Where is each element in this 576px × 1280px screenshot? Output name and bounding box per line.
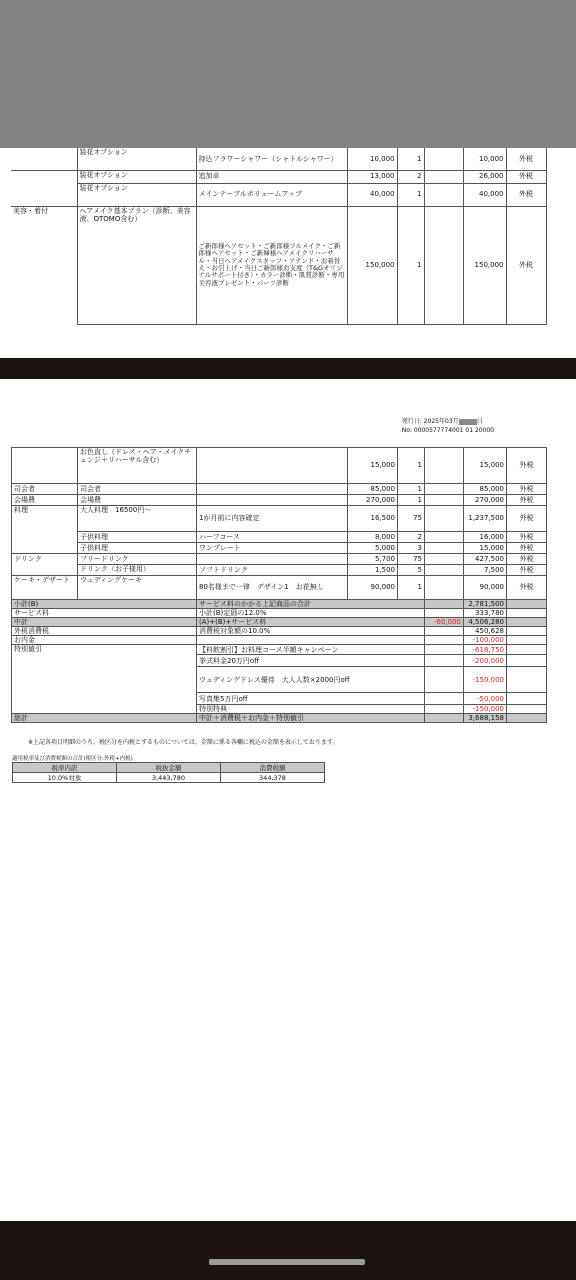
summary-amount: 4,506,280 bbox=[464, 618, 507, 627]
table-row bbox=[11, 170, 546, 183]
cell-category bbox=[12, 543, 78, 554]
cell-discount bbox=[425, 554, 464, 565]
summary-description: (A)+(B)+サービス料 bbox=[197, 618, 425, 627]
cell-tax-type: 外税 bbox=[507, 448, 547, 484]
special-discount-amount: -200,000 bbox=[464, 655, 507, 667]
cell-qty: 1 bbox=[397, 148, 424, 170]
tax-summary-row bbox=[13, 773, 325, 783]
cell-amount: 85,000 bbox=[464, 484, 507, 495]
cell-price: 8,000 bbox=[348, 532, 398, 543]
cell-item: 大人料理 16500円～ bbox=[78, 506, 197, 532]
tax-net-amount: 3,443,780 bbox=[117, 773, 221, 783]
cell-category bbox=[11, 170, 77, 183]
tax-rate: 10.0%対象 bbox=[13, 773, 117, 783]
table-row bbox=[11, 148, 546, 170]
issue-date: 発行日: 2025年03月 日 bbox=[401, 418, 483, 425]
cell-qty: 2 bbox=[397, 170, 424, 183]
cell-discount bbox=[424, 183, 463, 206]
summary-row-deposit bbox=[12, 636, 547, 645]
special-discount-description: 【料飲割引】お料理コース半額キャンペーン bbox=[197, 645, 425, 655]
special-discount-amount: -50,000 bbox=[464, 693, 507, 705]
cell-tax-type: 外税 bbox=[507, 565, 547, 576]
summary-amount: 450,628 bbox=[464, 627, 507, 636]
cell-discount bbox=[424, 148, 463, 170]
special-discount-description: 写真集5万円off bbox=[197, 693, 425, 705]
cell-tax-type: 外税 bbox=[507, 506, 547, 532]
cell-tax-type: 外税 bbox=[506, 183, 546, 206]
summary-amount: 2,781,500 bbox=[464, 600, 507, 609]
cell-price: 270,000 bbox=[348, 495, 398, 506]
cell-tax-type: 外税 bbox=[507, 543, 547, 554]
special-discount-amount: -150,000 bbox=[464, 705, 507, 714]
navigation-bar bbox=[0, 1221, 576, 1280]
cell-amount: 1,237,500 bbox=[464, 506, 507, 532]
cell-tax-type: 外税 bbox=[507, 554, 547, 565]
cell-qty: 1 bbox=[398, 448, 425, 484]
cell-discount bbox=[425, 565, 464, 576]
cell-price: 13,000 bbox=[347, 170, 397, 183]
table-row bbox=[11, 183, 546, 206]
tax-summary-header bbox=[13, 763, 325, 773]
table-row bbox=[12, 565, 547, 576]
cell-description: ご新郎様ヘアセット・ご新郎様フルメイク・ご新郎様ヘアセット・ご新婦様ヘアメイクリハーサル・当日ヘアメイクスタッフ・アテンド・お着替え・お引上げ・当日ご新郎様お支度（T&Gオリジナルサポート付き）・カラー診断・肌質診断・専用美容液プレゼント・パーツ診断 bbox=[196, 206, 347, 324]
grand-total-row bbox=[12, 714, 547, 723]
cell-tax-type: 外税 bbox=[507, 532, 547, 543]
document-number: No: 0000577774001 01 20000 bbox=[401, 427, 494, 434]
summary-row-consumption-tax bbox=[12, 627, 547, 636]
status-bar-area bbox=[0, 0, 576, 148]
cell-tax-type: 外税 bbox=[506, 206, 546, 324]
cell-price: 5,000 bbox=[348, 543, 398, 554]
cell-price: 16,500 bbox=[348, 506, 398, 532]
table-row bbox=[11, 206, 546, 324]
cell-item: 子供料理 bbox=[78, 532, 197, 543]
summary-row-subtotal bbox=[12, 600, 547, 609]
special-discount-description: 特別特典 bbox=[197, 705, 425, 714]
home-indicator[interactable] bbox=[209, 1259, 365, 1265]
cell-tax-type: 外税 bbox=[507, 495, 547, 506]
table-row bbox=[12, 576, 547, 600]
cell-description bbox=[197, 554, 348, 565]
cell-category bbox=[12, 565, 78, 576]
cell-amount: 90,000 bbox=[464, 576, 507, 600]
cell-tax-type: 外税 bbox=[507, 576, 547, 600]
cell-category: ドリンク bbox=[12, 554, 78, 565]
cell-item: ヘアメイク基本プラン（診断、美容液、OTOMO含む） bbox=[77, 206, 196, 324]
summary-discount: -60,000 bbox=[425, 618, 464, 627]
cell-item: お色直し（ドレス・ヘア・メイクチェンジ＋リハーサル含む） bbox=[78, 448, 197, 484]
grand-total-description: 中計＋消費税＋お内金＋特別値引 bbox=[197, 714, 425, 723]
cell-price: 150,000 bbox=[347, 206, 397, 324]
cell-category: 会場費 bbox=[12, 495, 78, 506]
cell-amount: 15,000 bbox=[464, 543, 507, 554]
cell-discount bbox=[425, 506, 464, 532]
table-row bbox=[12, 506, 547, 532]
cell-discount bbox=[425, 532, 464, 543]
cell-amount: 15,000 bbox=[464, 448, 507, 484]
tax-summary-table bbox=[12, 762, 325, 783]
summary-discount bbox=[425, 609, 464, 618]
special-discount-amount: -618,750 bbox=[464, 645, 507, 655]
cell-discount bbox=[424, 170, 463, 183]
cell-price: 5,700 bbox=[348, 554, 398, 565]
summary-discount bbox=[425, 627, 464, 636]
table-row bbox=[12, 495, 547, 506]
cell-price: 10,000 bbox=[347, 148, 397, 170]
summary-label: 外税消費税 bbox=[12, 627, 197, 636]
cell-discount bbox=[425, 495, 464, 506]
cell-price: 90,000 bbox=[348, 576, 398, 600]
cell-amount: 40,000 bbox=[463, 183, 506, 206]
cell-category: 美容・着付 bbox=[11, 206, 77, 324]
table-row bbox=[12, 532, 547, 543]
cell-item: ウェディングケーキ bbox=[78, 576, 197, 600]
cell-description: メインテーブルボリュームアップ bbox=[196, 183, 347, 206]
cell-description: 追加卓 bbox=[196, 170, 347, 183]
cell-price: 40,000 bbox=[347, 183, 397, 206]
cell-category bbox=[12, 532, 78, 543]
cell-amount: 16,000 bbox=[464, 532, 507, 543]
page-separator bbox=[0, 358, 576, 379]
cell-qty: 75 bbox=[398, 554, 425, 565]
cell-category: 司会者 bbox=[12, 484, 78, 495]
cell-tax-type: 外税 bbox=[507, 484, 547, 495]
cell-category: ケーキ・デザート bbox=[12, 576, 78, 600]
cell-amount: 26,000 bbox=[463, 170, 506, 183]
cell-item: 装花オプション bbox=[77, 170, 196, 183]
summary-row-midtotal bbox=[12, 618, 547, 627]
cell-amount: 7,500 bbox=[464, 565, 507, 576]
cell-tax-type: 外税 bbox=[506, 170, 546, 183]
cell-description: ワンプレート bbox=[197, 543, 348, 554]
grand-total-amount: 3,688,158 bbox=[464, 714, 507, 723]
cell-item: 装花オプション bbox=[77, 183, 196, 206]
cell-qty: 3 bbox=[398, 543, 425, 554]
grand-total-label: 総計 bbox=[12, 714, 197, 723]
summary-description: サービス料のかかる上記商品の合計 bbox=[197, 600, 425, 609]
table-row bbox=[12, 484, 547, 495]
special-discount-description: ウェディングドレス優待 大人人数×2000円off bbox=[197, 667, 425, 693]
cell-discount bbox=[425, 448, 464, 484]
summary-label: お内金 bbox=[12, 636, 197, 645]
cell-price: 15,000 bbox=[348, 448, 398, 484]
summary-description: 消費税対象額の10.0% bbox=[197, 627, 425, 636]
cell-qty: 2 bbox=[398, 532, 425, 543]
line-items-table-2 bbox=[11, 447, 547, 723]
cell-item: 司会者 bbox=[78, 484, 197, 495]
cell-discount bbox=[425, 576, 464, 600]
issue-info bbox=[402, 417, 494, 435]
cell-item: 子供料理 bbox=[78, 543, 197, 554]
cell-price: 85,000 bbox=[348, 484, 398, 495]
summary-description bbox=[197, 636, 425, 645]
cell-price: 1,500 bbox=[348, 565, 398, 576]
summary-amount: 333,780 bbox=[464, 609, 507, 618]
cell-item: 会場費 bbox=[78, 495, 197, 506]
cell-discount bbox=[424, 206, 463, 324]
cell-category bbox=[12, 448, 78, 484]
line-items-table-1 bbox=[11, 148, 547, 325]
summary-label: 中計 bbox=[12, 618, 197, 627]
special-discount-row bbox=[12, 645, 547, 655]
cell-amount: 10,000 bbox=[463, 148, 506, 170]
cell-item: 装花オプション bbox=[77, 148, 196, 170]
cell-qty: 5 bbox=[398, 565, 425, 576]
cell-category bbox=[11, 148, 77, 170]
cell-description: 80名様まで一律 デザイン1 お花無し bbox=[197, 576, 348, 600]
cell-discount bbox=[425, 484, 464, 495]
cell-item: フリードリンク bbox=[78, 554, 197, 565]
cell-tax-type: 外税 bbox=[506, 148, 546, 170]
summary-description: 小計(B)定価の12.0% bbox=[197, 609, 425, 618]
summary-label: サービス料 bbox=[12, 609, 197, 618]
cell-description bbox=[197, 484, 348, 495]
invoice-page-2 bbox=[0, 379, 576, 1221]
cell-description bbox=[197, 448, 348, 484]
invoice-page-1 bbox=[0, 148, 576, 358]
table-row bbox=[12, 448, 547, 484]
cell-description: 持込フラワーシャワー（シャトルシャワー） bbox=[196, 148, 347, 170]
special-discount-label: 特別値引 bbox=[12, 645, 197, 714]
cell-description: ソフトドリンク bbox=[197, 565, 348, 576]
cell-description: 1か月前に内容確定 bbox=[197, 506, 348, 532]
cell-amount: 427,500 bbox=[464, 554, 507, 565]
tax-amount: 344,378 bbox=[221, 773, 325, 783]
special-discount-description: 挙式料金20万円off bbox=[197, 655, 425, 667]
tax-header-rate: 税率内訳 bbox=[13, 763, 117, 773]
tax-header-tax: 消費税額 bbox=[221, 763, 325, 773]
tax-summary-caption: 適用税率及び消費税額の合計(税区分:外税+内税) bbox=[12, 756, 133, 762]
cell-amount: 150,000 bbox=[463, 206, 506, 324]
summary-discount bbox=[425, 600, 464, 609]
tax-note: ※上記各項目明細のうち、税区分を内税とするものについては、金額に係る各欄に税込の金額を表示しております。 bbox=[28, 739, 339, 746]
summary-label: 小計(B) bbox=[12, 600, 197, 609]
cell-qty: 1 bbox=[398, 484, 425, 495]
cell-discount bbox=[425, 543, 464, 554]
cell-qty: 75 bbox=[398, 506, 425, 532]
summary-row-service bbox=[12, 609, 547, 618]
cell-description: ハーフコース bbox=[197, 532, 348, 543]
cell-qty: 1 bbox=[397, 183, 424, 206]
cell-qty: 1 bbox=[398, 576, 425, 600]
cell-qty: 1 bbox=[397, 206, 424, 324]
cell-qty: 1 bbox=[398, 495, 425, 506]
redaction-mark bbox=[459, 419, 477, 425]
table-row bbox=[12, 554, 547, 565]
table-row bbox=[12, 543, 547, 554]
cell-category: 料理 bbox=[12, 506, 78, 532]
cell-item: ドリンク（お子様用） bbox=[78, 565, 197, 576]
cell-amount: 270,000 bbox=[464, 495, 507, 506]
summary-amount: -100,000 bbox=[464, 636, 507, 645]
cell-category bbox=[11, 183, 77, 206]
special-discount-amount: -150,000 bbox=[464, 667, 507, 693]
cell-description bbox=[197, 495, 348, 506]
tax-header-net: 税抜金額 bbox=[117, 763, 221, 773]
